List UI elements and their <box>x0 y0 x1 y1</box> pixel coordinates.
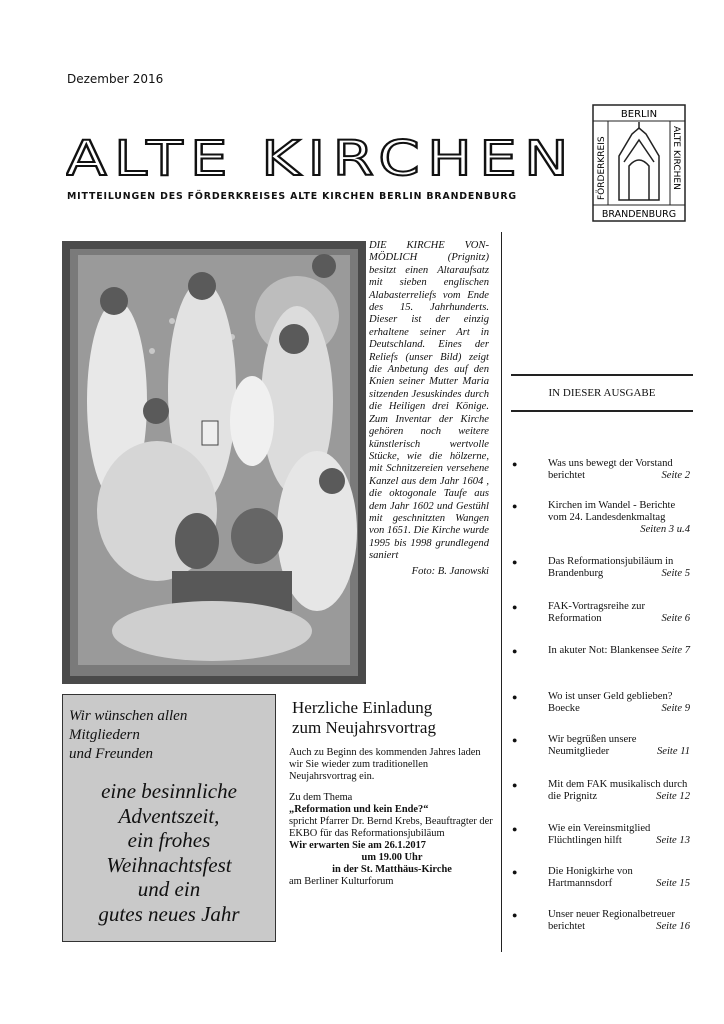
greeting-lead-line: Mitgliedern <box>69 727 140 743</box>
masthead-title-text: ALTE KIRCHEN <box>66 133 576 183</box>
toc-bottom-rule <box>511 410 693 412</box>
season-greeting-box <box>62 694 276 942</box>
toc-item-text: Unser neuer Regionalbetreuer berichtet <box>548 909 676 933</box>
bullet-icon: ● <box>512 824 518 834</box>
greeting-lead-line: Wir wünschen allen <box>69 708 188 724</box>
invitation-title-line: Herzliche Einladung <box>292 698 433 717</box>
logo-left-text: FÖRDERKREIS <box>597 136 607 200</box>
toc-heading: IN DIESER AUSGABE <box>548 387 656 399</box>
invitation-topic-label: Zu dem Thema <box>289 792 353 803</box>
association-logo <box>592 104 686 222</box>
toc-item-text: FAK-Vortragsreihe zur Reformation <box>548 601 645 625</box>
bullet-icon: ● <box>512 780 518 790</box>
bullet-icon: ● <box>512 459 518 469</box>
greeting-line: Adventszeit, <box>118 803 220 828</box>
invitation-date: Wir erwarten Sie am 26.1.2017 <box>289 840 426 851</box>
toc-item-page: Seite 12 <box>656 791 690 803</box>
invitation-time: um 19.00 Uhr <box>361 852 423 863</box>
logo-right-text: ALTE KIRCHEN <box>671 126 681 190</box>
invitation-intro: Auch zu Beginn des kommenden Jahres laden wir Sie wieder zum traditionellen Neujahrsvortrag ein. <box>289 747 481 782</box>
logo-top-text: BERLIN <box>620 109 658 120</box>
logo-bottom-text: BRANDENBURG <box>601 209 677 220</box>
greeting-line: ein frohes <box>127 828 211 853</box>
greeting-lead <box>69 707 187 764</box>
toc-item-page: Seite 6 <box>661 613 690 625</box>
masthead-subtitle: MITTEILUNGEN DES FÖRDERKREISES ALTE KIRCHEN BERLIN BRANDENBURG <box>67 191 517 202</box>
invitation-title <box>292 698 492 738</box>
altar-relief-photo <box>62 241 366 684</box>
bullet-icon: ● <box>512 910 518 920</box>
invitation-body <box>289 747 495 888</box>
toc-item-text: Wie ein Vereinsmitglied Flüchtlingen hilft <box>548 823 651 847</box>
column-divider <box>501 232 502 952</box>
toc-item-text: Wo ist unser Geld geblieben? Boecke <box>548 691 673 715</box>
photo-caption <box>369 240 489 578</box>
greeting-lead-line: und Freunden <box>69 746 154 762</box>
toc-item-page: Seite 9 <box>661 703 690 715</box>
toc-item-page: Seite 7 <box>661 645 690 656</box>
toc-item-page: Seite 2 <box>661 470 690 482</box>
invitation-topic: „Reformation und kein Ende?“ <box>289 804 429 815</box>
toc-item-page: Seite 13 <box>656 835 690 847</box>
photo-credit: Foto: B. Janowski <box>411 565 489 577</box>
bullet-icon: ● <box>512 602 518 612</box>
masthead-title <box>66 133 578 183</box>
toc-top-rule <box>511 374 693 376</box>
invitation-venue: in der St. Matthäus-Kirche <box>332 864 452 875</box>
greeting-line: und ein <box>137 877 201 902</box>
toc-item-page: Seite 11 <box>656 746 690 758</box>
toc-item-page: Seite 16 <box>656 921 690 933</box>
bullet-icon: ● <box>512 735 518 745</box>
bullet-icon: ● <box>512 557 518 567</box>
issue-date: Dezember 2016 <box>67 72 164 86</box>
greeting-wishes <box>63 779 275 927</box>
toc-item-text: Das Reformationsjubiläum in Brandenburg <box>548 556 674 580</box>
bullet-icon: ● <box>512 867 518 877</box>
bullet-icon: ● <box>512 501 518 511</box>
greeting-line: gutes neues Jahr <box>98 901 240 926</box>
toc-item-page: Seite 5 <box>661 568 690 580</box>
caption-text: DIE KIRCHE VON-MÖDLICH (Prignitz) besitzt einen Altaraufsatz mit sieben englischen Alabasterreliefs vom Ende des 15. Jahrhunderts. Dieser ist der einzig erhaltene seiner Art in Deutschland. Eines der Reliefs (unser Bild) zeigt die Anbetung des auf den Knien seiner Mutter Maria sitzenden Jesuskindes durch die Heiligen drei Könige. Zum Inventar der Kirche gehören noch weitere künstlerisch wertvolle Stücke, wie die hölzerne, mit Schnitzereien versehene Kanzel aus dem Jahr 1604 , die oktogonale Taufe aus dem Jahr 1602 und Gestühl mit geschnitzten Wangen von 1651. Die Kirche wurde 1995 bis 1998 grundlegend saniert <box>369 240 489 562</box>
invitation-place: am Berliner Kulturforum <box>289 876 394 887</box>
toc-item-text: Was uns bewegt der Vorstand berichtet <box>548 458 673 482</box>
greeting-line: eine besinnliche <box>101 779 237 803</box>
invitation-title-line: zum Neujahrsvortrag <box>292 718 436 737</box>
toc-item-page: Seiten 3 u.4 <box>640 524 690 536</box>
toc-item-page: Seite 15 <box>656 878 690 890</box>
toc-item-text: Mit dem FAK musikalisch durch die Prignitz <box>548 779 688 803</box>
bullet-icon: ● <box>512 646 518 656</box>
toc-item-text: Kirchen im Wandel - Berichte vom 24. Landesdenkmaltag <box>548 500 676 524</box>
toc-item-text: Die Honigkirhe von Hartmannsdorf <box>548 866 633 890</box>
greeting-line: Weihnachtsfest <box>106 852 232 877</box>
invitation-speaker: spricht Pfarrer Dr. Bernd Krebs, Beauftragter der EKBO für das Reformationsjubiläum <box>289 816 493 839</box>
toc-item-text: Wir begrüßen unsere Neumitglieder <box>548 734 637 758</box>
bullet-icon: ● <box>512 692 518 702</box>
toc-item-text: In akuter Not: Blankensee <box>548 645 659 656</box>
